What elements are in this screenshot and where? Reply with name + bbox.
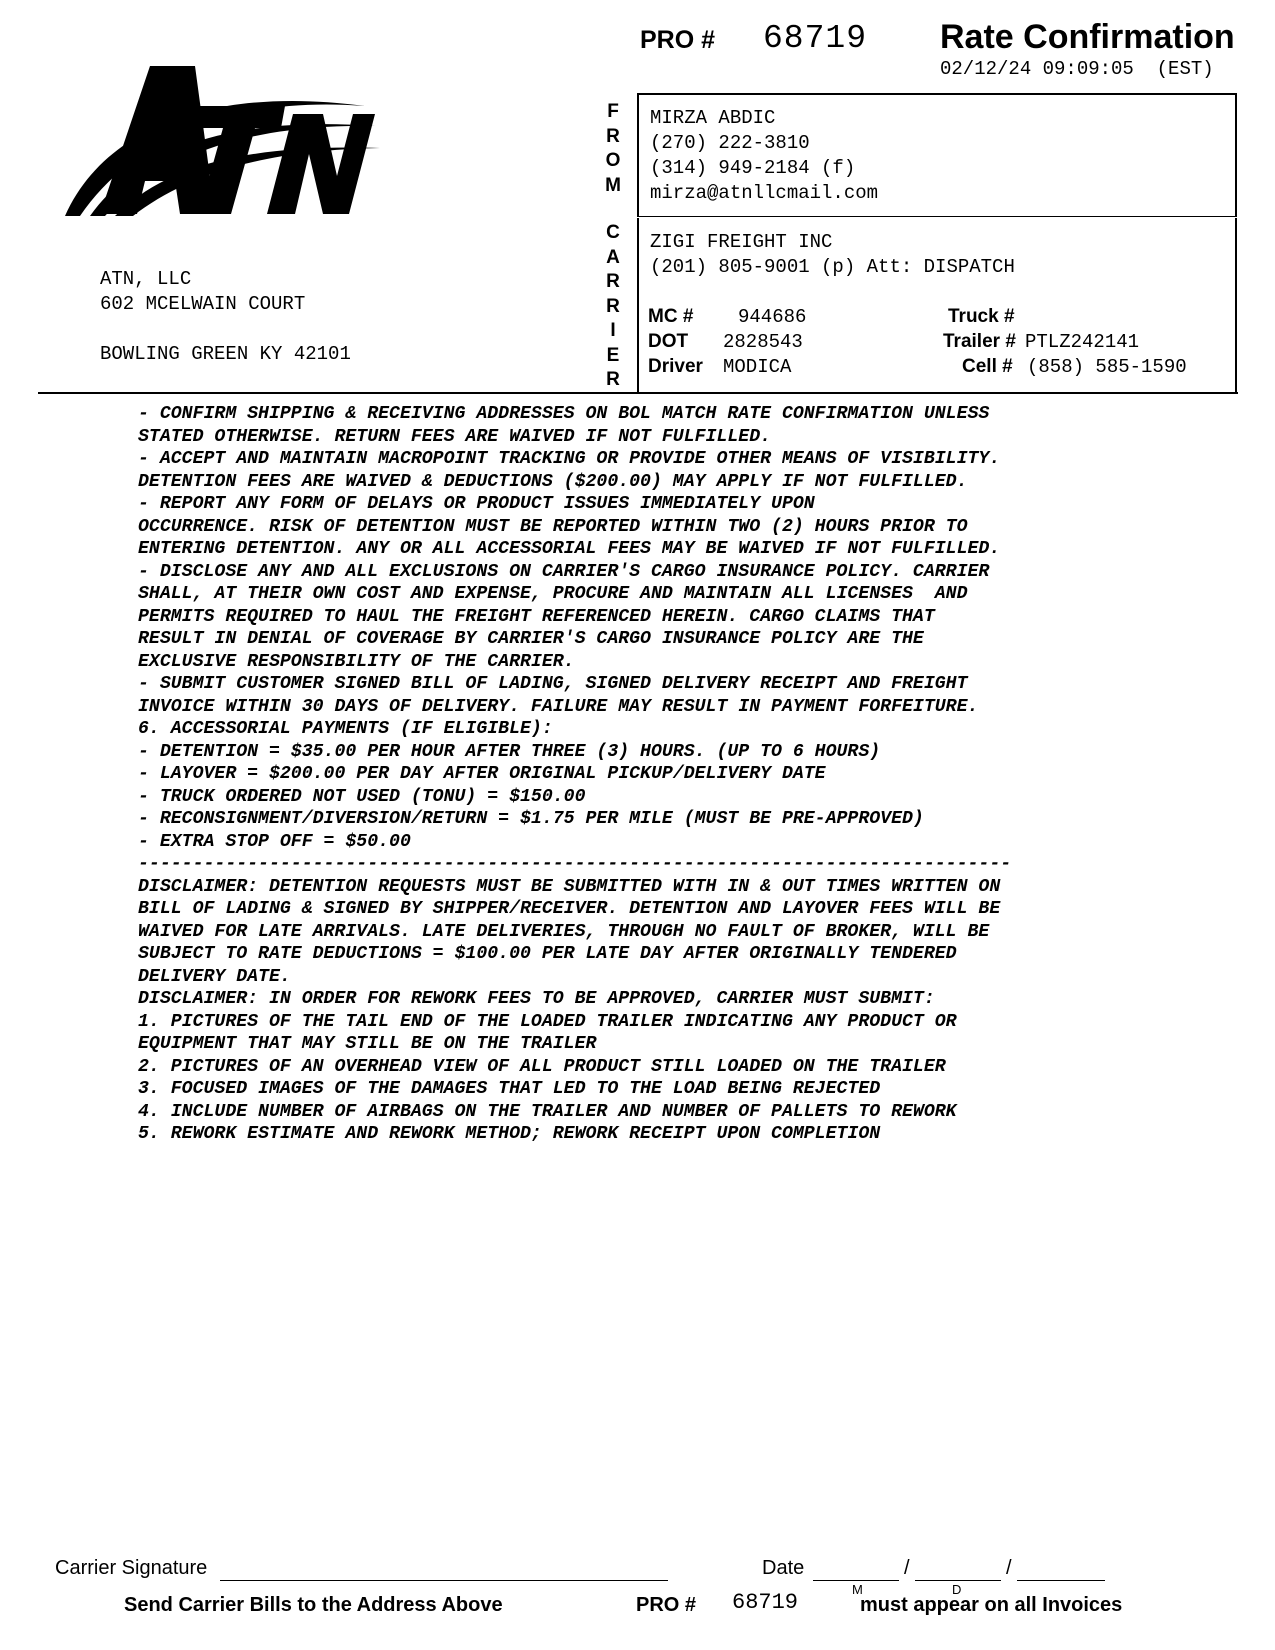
- from-name: MIRZA ABDIC: [650, 107, 776, 129]
- company-street: 602 MCELWAIN COURT: [100, 293, 306, 315]
- from-fax: (314) 949-2184 (f): [650, 157, 856, 179]
- company-city: BOWLING GREEN KY 42101: [100, 343, 351, 365]
- date-slash-2: /: [1006, 1557, 1012, 1579]
- terms-line: - TRUCK ORDERED NOT USED (TONU) = $150.00: [138, 786, 586, 807]
- atn-logo-icon: [45, 66, 390, 226]
- terms-line: OCCURRENCE. RISK OF DETENTION MUST BE REPORTED WITHIN TWO (2) HOURS PRIOR TO: [138, 516, 968, 537]
- dot-value: 2828543: [723, 331, 803, 353]
- from-vertical-label: F R O M: [605, 101, 621, 196]
- date-month-line[interactable]: [813, 1580, 899, 1581]
- footer-pro-number: 68719: [732, 1590, 799, 1615]
- date-slash-1: /: [904, 1557, 910, 1579]
- terms-line: 4. INCLUDE NUMBER OF AIRBAGS ON THE TRAILER AND NUMBER OF PALLETS TO REWORK: [138, 1101, 957, 1122]
- terms-line: PERMITS REQUIRED TO HAUL THE FREIGHT REFERENCED HEREIN. CARGO CLAIMS THAT: [138, 606, 935, 627]
- terms-line: --------------------------------------------------------------------------------: [138, 854, 1012, 874]
- document-timestamp: 02/12/24 09:09:05 (EST): [940, 58, 1214, 80]
- pro-number: 68719: [763, 20, 868, 57]
- terms-line: DISCLAIMER: DETENTION REQUESTS MUST BE SUBMITTED WITH IN & OUT TIMES WRITTEN ON: [138, 876, 1001, 897]
- signature-label: Carrier Signature: [55, 1557, 208, 1579]
- header-divider: [38, 392, 1238, 394]
- terms-line: STATED OTHERWISE. RETURN FEES ARE WAIVED IF NOT FULFILLED.: [138, 426, 772, 447]
- terms-line: WAIVED FOR LATE ARRIVALS. LATE DELIVERIES, THROUGH NO FAULT OF BROKER, WILL BE: [138, 921, 990, 942]
- driver-value: MODICA: [723, 356, 792, 378]
- terms-line: 2. PICTURES OF AN OVERHEAD VIEW OF ALL PRODUCT STILL LOADED ON THE TRAILER: [138, 1056, 946, 1077]
- day-label: D: [952, 1582, 962, 1597]
- trailer-value: PTLZ242141: [1025, 331, 1140, 353]
- from-phone: (270) 222-3810: [650, 132, 810, 154]
- terms-line: ENTERING DETENTION. ANY OR ALL ACCESSORIAL FEES MAY BE WAIVED IF NOT FULFILLED.: [138, 539, 1001, 559]
- terms-line: 5. REWORK ESTIMATE AND REWORK METHOD; REWORK RECEIPT UPON COMPLETION: [138, 1124, 881, 1144]
- terms-line: DETENTION FEES ARE WAIVED & DEDUCTIONS ($200.00) MAY APPLY IF NOT FULFILLED.: [138, 471, 968, 492]
- terms-line: BILL OF LADING & SIGNED BY SHIPPER/RECEIVER. DETENTION AND LAYOVER FEES WILL BE: [138, 899, 1001, 919]
- must-appear-text: must appear on all Invoices: [860, 1594, 1123, 1616]
- carrier-phone: (201) 805-9001 (p) Att: DISPATCH: [650, 256, 1015, 278]
- document-title: Rate Confirmation: [940, 18, 1235, 56]
- terms-line: 1. PICTURES OF THE TAIL END OF THE LOADED TRAILER INDICATING ANY PRODUCT OR: [138, 1011, 957, 1032]
- pro-label: PRO #: [640, 26, 716, 54]
- terms-line: - LAYOVER = $200.00 PER DAY AFTER ORIGINAL PICKUP/DELIVERY DATE: [138, 764, 826, 784]
- terms-line: - DISCLOSE ANY AND ALL EXCLUSIONS ON CARRIER'S CARGO INSURANCE POLICY. CARRIER: [138, 561, 990, 582]
- company-name: ATN, LLC: [100, 268, 192, 290]
- terms-line: - ACCEPT AND MAINTAIN MACROPOINT TRACKING OR PROVIDE OTHER MEANS OF VISIBILITY.: [138, 449, 1001, 469]
- terms-line: RESULT IN DENIAL OF COVERAGE BY CARRIER'S CARGO INSURANCE POLICY ARE THE: [138, 629, 924, 649]
- terms-line: 3. FOCUSED IMAGES OF THE DAMAGES THAT LED TO THE LOAD BEING REJECTED: [138, 1079, 881, 1099]
- terms-line: EQUIPMENT THAT MAY STILL BE ON THE TRAILER: [138, 1034, 597, 1054]
- month-label: M: [852, 1582, 863, 1597]
- cell-label: Cell #: [962, 356, 1013, 377]
- date-day-line[interactable]: [915, 1580, 1001, 1581]
- send-bills-text: Send Carrier Bills to the Address Above: [124, 1594, 503, 1616]
- cell-value: (858) 585-1590: [1027, 356, 1187, 378]
- terms-line: - SUBMIT CUSTOMER SIGNED BILL OF LADING, SIGNED DELIVERY RECEIPT AND FREIGHT: [138, 674, 968, 694]
- mc-label: MC #: [648, 306, 694, 327]
- terms-line: - REPORT ANY FORM OF DELAYS OR PRODUCT ISSUES IMMEDIATELY UPON: [138, 494, 815, 514]
- truck-label: Truck #: [948, 306, 1015, 327]
- mc-value: 944686: [738, 306, 807, 328]
- terms-line: - CONFIRM SHIPPING & RECEIVING ADDRESSES ON BOL MATCH RATE CONFIRMATION UNLESS: [138, 404, 990, 424]
- date-year-line[interactable]: [1017, 1580, 1105, 1581]
- carrier-name: ZIGI FREIGHT INC: [650, 231, 833, 253]
- date-label: Date: [762, 1557, 805, 1579]
- terms-line: - RECONSIGNMENT/DIVERSION/RETURN = $1.75 PER MILE (MUST BE PRE-APPROVED): [138, 809, 924, 829]
- footer-pro-label: PRO #: [636, 1594, 697, 1616]
- terms-line: - DETENTION = $35.00 PER HOUR AFTER THREE (3) HOURS. (UP TO 6 HOURS): [138, 741, 881, 762]
- driver-label: Driver: [648, 356, 703, 377]
- terms-line: SHALL, AT THEIR OWN COST AND EXPENSE, PROCURE AND MAINTAIN ALL LICENSES AND: [138, 584, 968, 604]
- terms-line: DISCLAIMER: IN ORDER FOR REWORK FEES TO BE APPROVED, CARRIER MUST SUBMIT:: [138, 989, 935, 1009]
- terms-line: SUBJECT TO RATE DEDUCTIONS = $100.00 PER LATE DAY AFTER ORIGINALLY TENDERED: [138, 944, 957, 964]
- terms-line: - EXTRA STOP OFF = $50.00: [138, 831, 411, 852]
- terms-line: INVOICE WITHIN 30 DAYS OF DELIVERY. FAILURE MAY RESULT IN PAYMENT FORFEITURE.: [138, 696, 979, 717]
- signature-line[interactable]: [220, 1580, 668, 1581]
- from-email: mirza@atnllcmail.com: [650, 182, 879, 204]
- terms-block: [138, 403, 1238, 1146]
- terms-line: EXCLUSIVE RESPONSIBILITY OF THE CARRIER.: [138, 651, 575, 672]
- dot-label: DOT: [648, 331, 689, 352]
- carrier-vertical-label: C A R R I E R: [606, 222, 620, 390]
- terms-line: DELIVERY DATE.: [138, 966, 291, 987]
- trailer-label: Trailer #: [943, 331, 1016, 352]
- terms-line: 6. ACCESSORIAL PAYMENTS (IF ELIGIBLE):: [138, 719, 553, 739]
